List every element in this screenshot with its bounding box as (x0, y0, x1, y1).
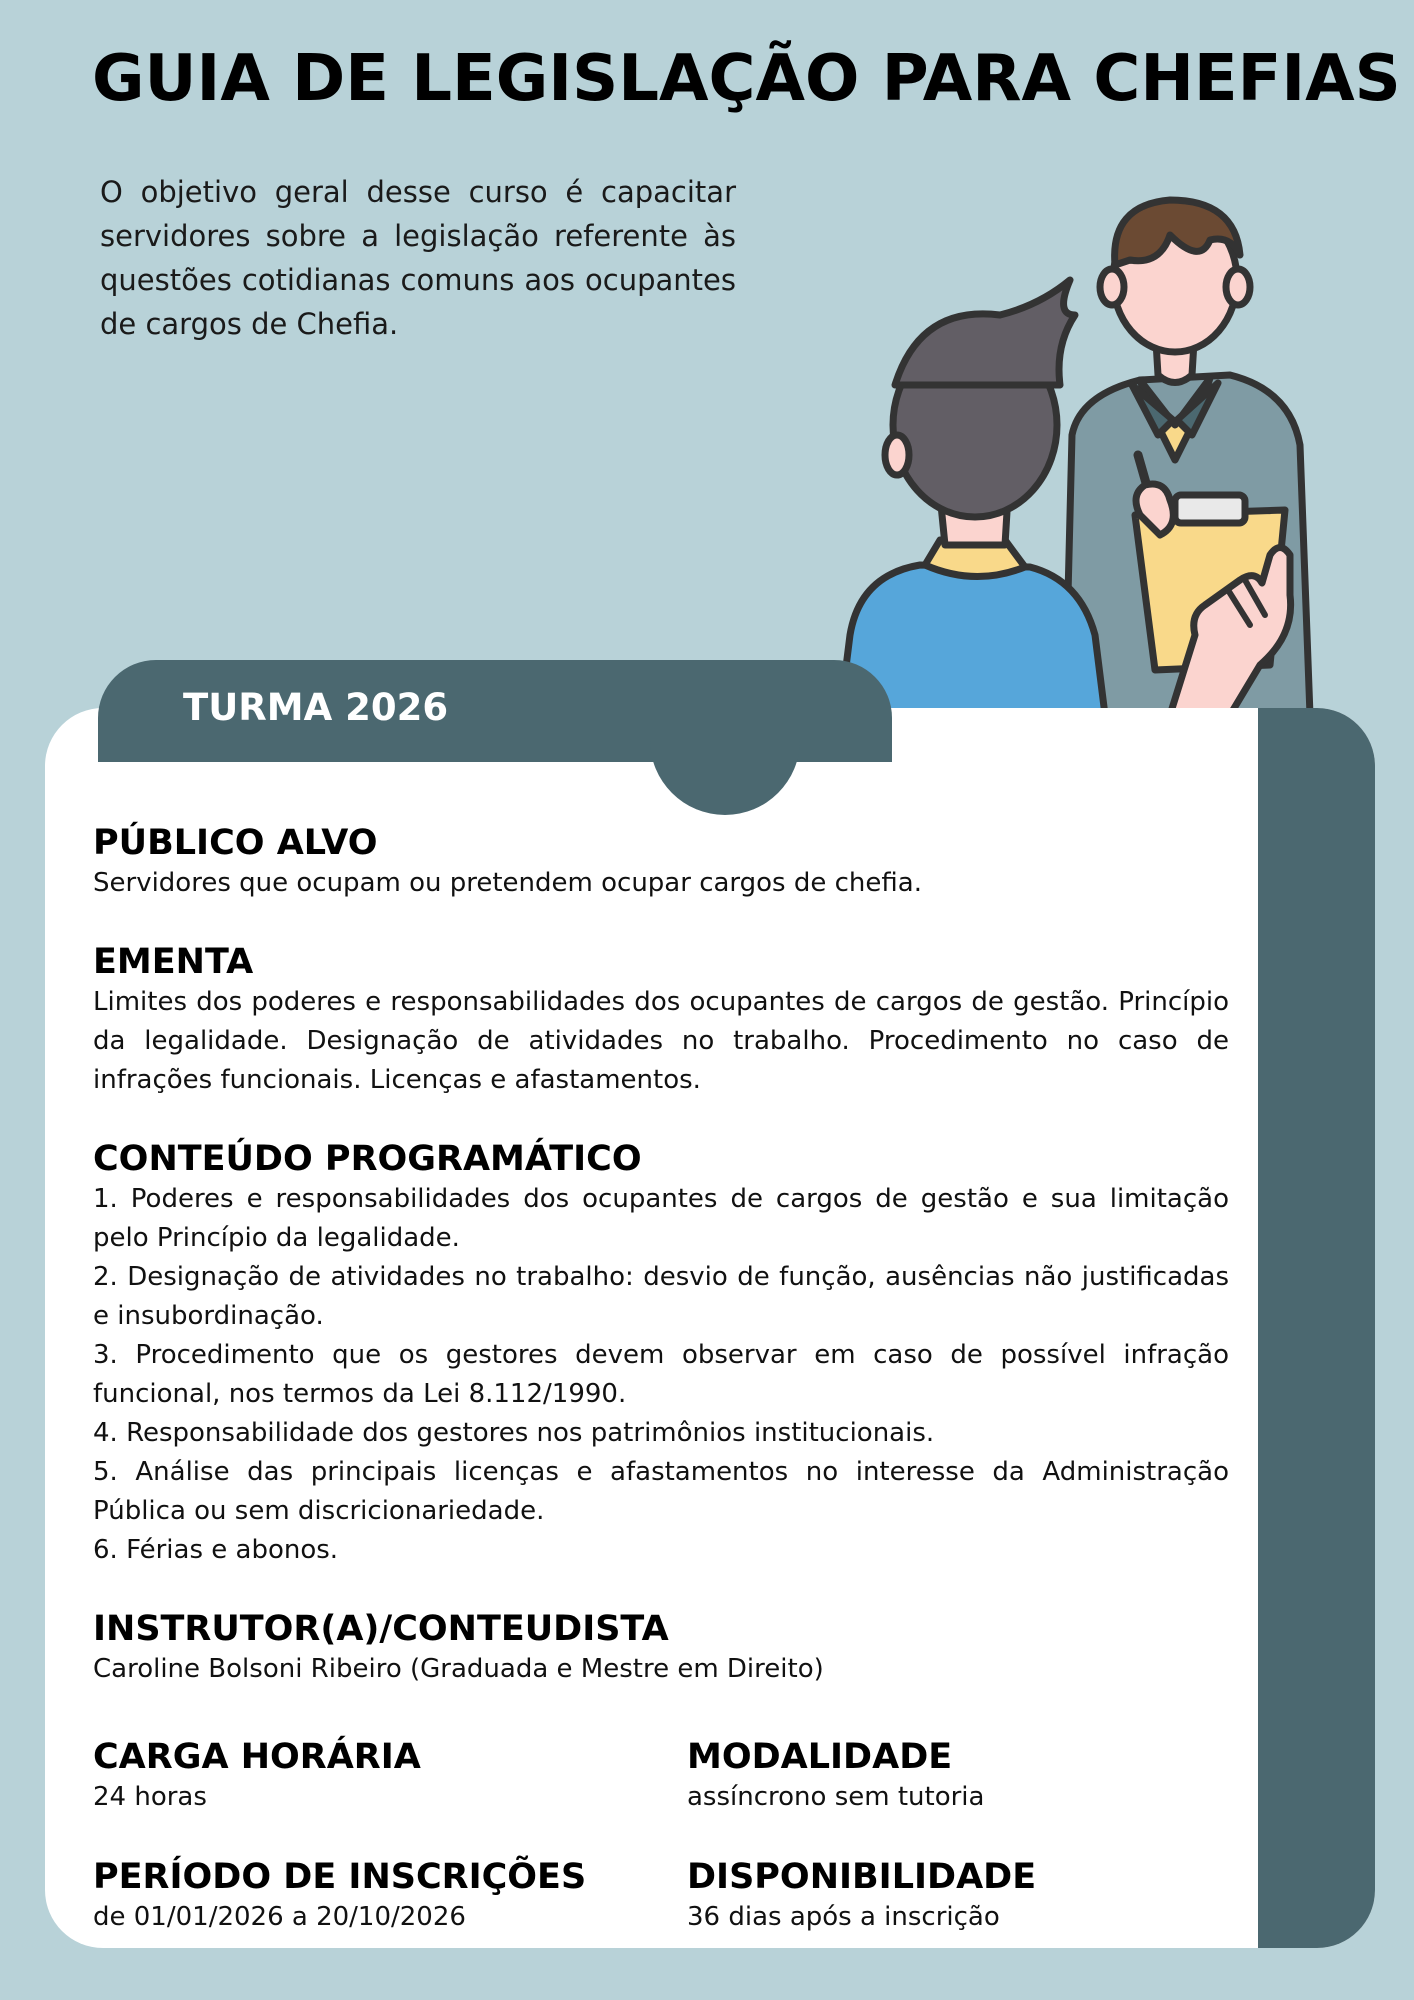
course-facts-row-2 (93, 1856, 1229, 1937)
carga-horaria-block (93, 1736, 687, 1817)
carga-horaria-text: 24 horas (93, 1782, 207, 1812)
course-facts-row-1 (93, 1736, 1229, 1817)
ementa-section (93, 941, 1229, 1100)
conteudo-section (93, 1138, 1229, 1570)
card-side-band (1258, 708, 1375, 1948)
instrutor-section (93, 1608, 1229, 1689)
disponibilidade-text: 36 dias após a inscrição (687, 1902, 1000, 1932)
intro-paragraph: O objetivo geral desse curso é capacitar servidores sobre a legislação referente às questões cotidianas comuns aos ocupantes de cargos de Chefia. (100, 175, 736, 341)
two-people-clipboard-illustration (840, 195, 1360, 715)
page-title: GUIA DE LEGISLAÇÃO PARA CHEFIAS (92, 42, 1401, 116)
publico-alvo-text: Servidores que ocupam ou pretendem ocupar cargos de chefia. (93, 868, 922, 898)
turma-label: TURMA 2026 (183, 686, 449, 729)
periodo-text: de 01/01/2026 a 20/10/2026 (93, 1902, 466, 1932)
conteudo-heading: CONTEÚDO PROGRAMÁTICO (93, 1139, 642, 1179)
modalidade-block (687, 1736, 1229, 1817)
conteudo-item: 5. Análise das principais licenças e afastamentos no interesse da Administração Pública ou sem discricionariedade. (93, 1457, 1229, 1526)
conteudo-item: 2. Designação de atividades no trabalho: desvio de função, ausências não justificadas e insubordinação. (93, 1262, 1229, 1331)
disponibilidade-block (687, 1856, 1229, 1937)
instrutor-heading: INSTRUTOR(A)/CONTEUDISTA (93, 1609, 669, 1649)
conteudo-item: 4. Responsabilidade dos gestores nos patrimônios institucionais. (93, 1418, 935, 1448)
ementa-heading: EMENTA (93, 942, 254, 982)
disponibilidade-heading: DISPONIBILIDADE (687, 1857, 1037, 1897)
carga-horaria-heading: CARGA HORÁRIA (93, 1737, 421, 1777)
conteudo-item: 6. Férias e abonos. (93, 1535, 339, 1565)
publico-alvo-heading: PÚBLICO ALVO (93, 823, 378, 863)
instrutor-text: Caroline Bolsoni Ribeiro (Graduada e Mestre em Direito) (93, 1654, 824, 1684)
modalidade-text: assíncrono sem tutoria (687, 1782, 985, 1812)
course-details (93, 822, 1229, 1727)
periodo-block (93, 1856, 687, 1937)
publico-alvo-section (93, 822, 1229, 903)
conteudo-item: 3. Procedimento que os gestores devem observar em caso de possível infração funcional, nos termos da Lei 8.112/1990. (93, 1340, 1229, 1409)
conteudo-item: 1. Poderes e responsabilidades dos ocupantes de cargos de gestão e sua limitação pelo Princípio da legalidade. (93, 1184, 1229, 1253)
periodo-heading: PERÍODO DE INSCRIÇÕES (93, 1857, 587, 1897)
ementa-text: Limites dos poderes e responsabilidades dos ocupantes de cargos de gestão. Princípio da legalidade. Designação de atividades no trabalho. Procedimento no caso de infrações funcionais. Licenças e afastamentos. (93, 987, 1229, 1095)
modalidade-heading: MODALIDADE (687, 1737, 953, 1777)
